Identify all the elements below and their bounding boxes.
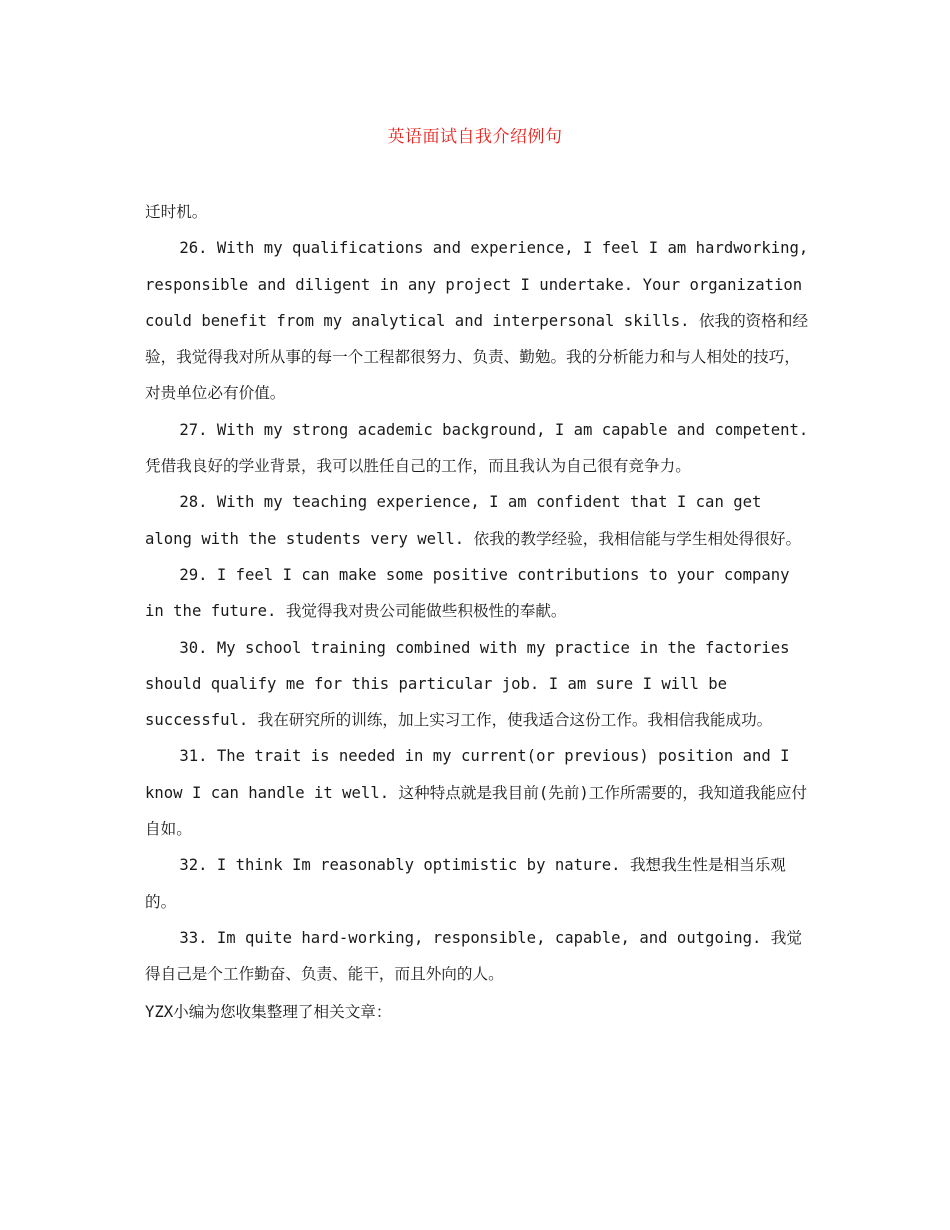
paragraph-item-31: 31. The trait is needed in my current(or previous) position and I know I can handle it well. 这种特点就是我目前(先前)工作所需要的，我知道我能应付自如。 (145, 747, 808, 839)
paragraph-item-33: 33. Im quite hard-working, responsible, capable, and outgoing. 我觉得自己是个工作勤奋、负责、能干，而且外向的人。 (145, 928, 802, 984)
paragraph-item-29: 29. I feel I can make some positive contributions to your company in the future. 我觉得我对贵公司能做些积极性的奉献。 (145, 565, 790, 621)
paragraph-item-27: 27. With my strong academic background, I am capable and competent. 凭借我良好的学业背景，我可以胜任自己的工作，而且我认为自己很有竞争力。 (145, 420, 809, 476)
paragraph-item-30: 30. My school training combined with my practice in the factories should qualify me for this particular job. I am sure I will be successful. 我在研究所的训练，加上实习工作，使我适合这份工作。我相信我能成功。 (145, 638, 790, 730)
related-articles-note: YZX小编为您收集整理了相关文章： (145, 1002, 392, 1021)
document-body (145, 194, 809, 1031)
document-title: 英语面试自我介绍例句 (387, 127, 563, 147)
paragraph-item-28: 28. With my teaching experience, I am confident that I can get along with the students very well. 依我的教学经验，我相信能与学生相处得很好。 (145, 493, 802, 548)
paragraph-item-26: 26. With my qualifications and experience, I feel I am hardworking, responsible and diligent in any project I undertake. Your organization could benefit from my analytical and interpersonal skills. 依我的资格和经验，我觉得我对所从事的每一个工程都很努力、负责、勤勉。我的分析能力和与人相处的技巧，对贵单位必有价值。 (145, 239, 809, 403)
paragraph-item-32: 32. I think Im reasonably optimistic by nature. 我想我生性是相当乐观的。 (145, 856, 786, 911)
paragraph-continuation: 迁时机。 (145, 203, 208, 221)
